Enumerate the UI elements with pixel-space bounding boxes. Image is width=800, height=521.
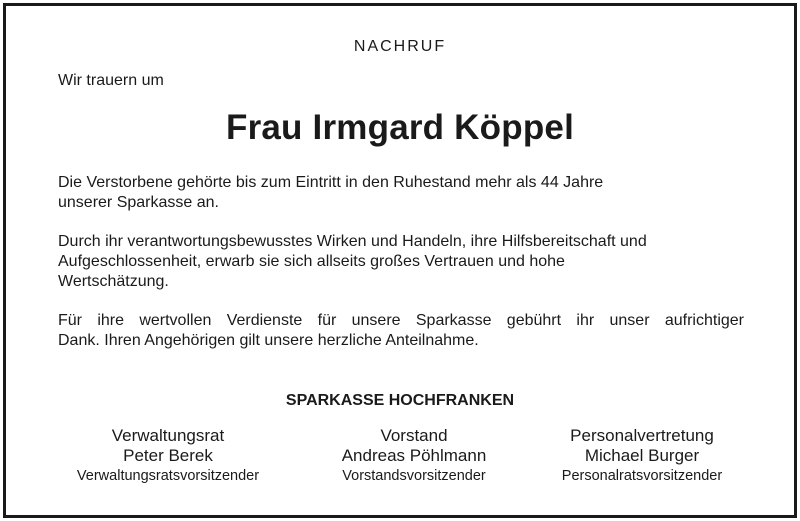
paragraph-line: Für ihre wertvollen Verdienste für unsere Sparkasse gebührt ihr unser aufrichtiger xyxy=(58,312,744,329)
signatory-staff xyxy=(512,426,772,486)
paragraph-line: Dank. Ihren Angehörigen gilt unsere herzliche Anteilnahme. xyxy=(58,332,479,349)
signatory-executive xyxy=(284,426,544,486)
paragraph-character xyxy=(58,232,744,292)
paragraph-line: unserer Sparkasse an. xyxy=(58,194,219,211)
signatory-name: Peter Berek xyxy=(123,446,213,465)
notice-heading: NACHRUF xyxy=(353,38,447,55)
signatory-title: Verwaltungsratsvorsitzender xyxy=(76,468,260,484)
paragraph-line: Durch ihr verantwortungsbewusstes Wirken und Handeln, ihre Hilfsbereitschaft und xyxy=(58,233,647,250)
signatory-board xyxy=(38,426,298,486)
paragraph-service xyxy=(58,173,744,213)
paragraph-line: Aufgeschlossenheit, erwarb sie sich allseits großes Vertrauen und hohe xyxy=(58,253,565,270)
paragraph-condolence xyxy=(58,311,744,351)
signatory-body: Vorstand xyxy=(380,426,448,445)
paragraph-line: Die Verstorbene gehörte bis zum Eintritt in den Ruhestand mehr als 44 Jahre xyxy=(58,174,604,191)
intro-text: Wir trauern um xyxy=(58,72,164,89)
signatory-name: Andreas Pöhlmann xyxy=(341,446,487,465)
signatory-title: Personalratsvorsitzender xyxy=(561,468,723,484)
deceased-name: Frau Irmgard Köppel xyxy=(225,108,574,147)
signatory-title: Vorstandsvorsitzender xyxy=(342,468,486,484)
signatory-name: Michael Burger xyxy=(584,446,700,465)
paragraph-line: Wertschätzung. xyxy=(58,273,169,290)
signatory-body: Personalvertretung xyxy=(570,426,714,445)
signatory-body: Verwaltungsrat xyxy=(111,426,225,445)
organization-name: SPARKASSE HOCHFRANKEN xyxy=(285,392,515,409)
